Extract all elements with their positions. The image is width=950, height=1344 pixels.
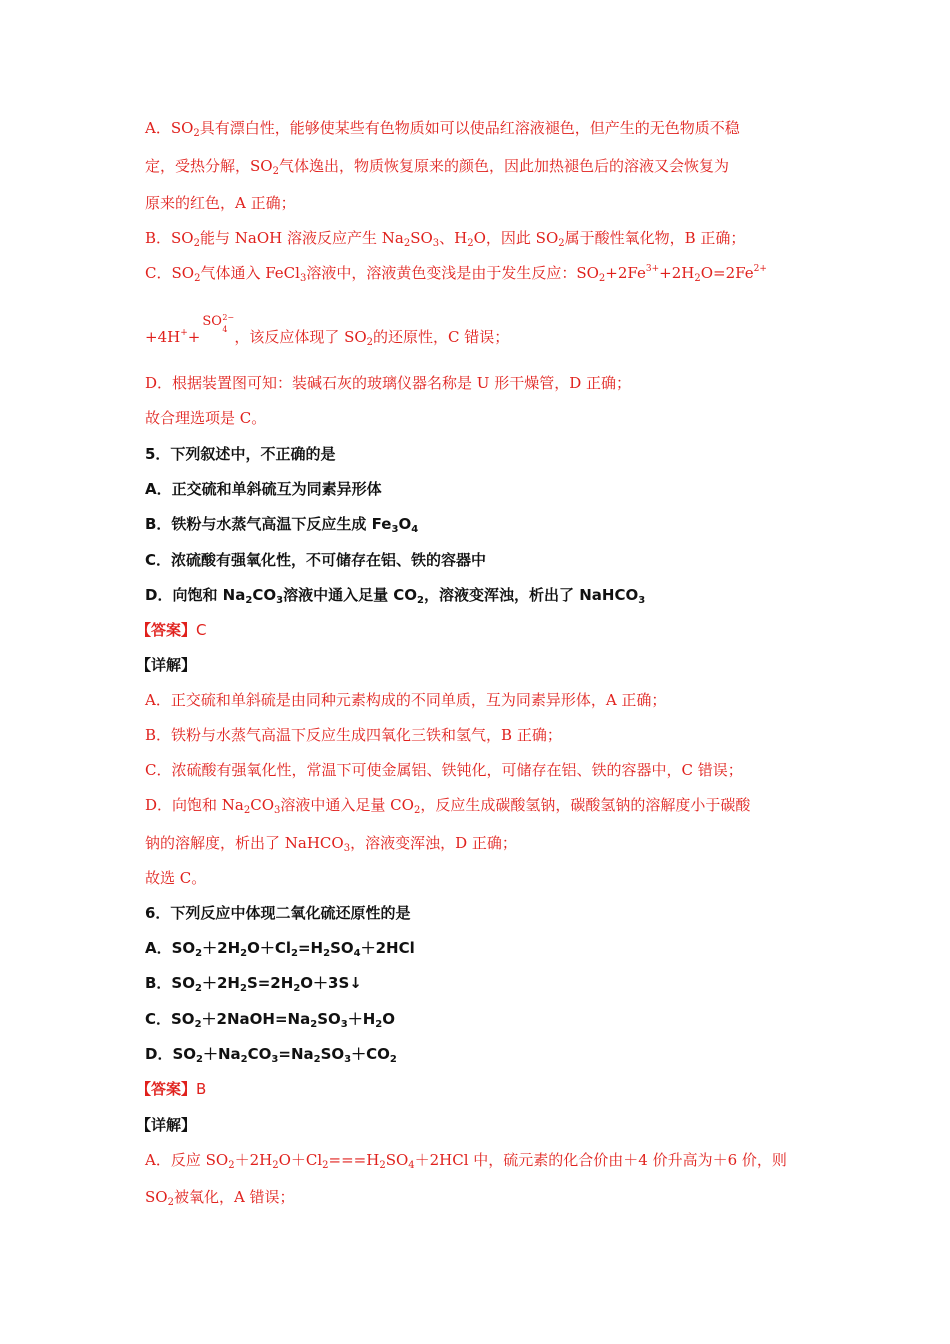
q5-exp-d-line1: D．向饱和 $Na_2CO_3$溶液中通入足量 $CO_2$，反应生成碳酸氢钠，碳酸氢钠的溶解度小于碳酸 [145,796,751,816]
q6-stem: 6．下列反应中体现二氧化硫还原性的是 [145,904,411,922]
q6-option-b: B．$SO_2+2H_2S=2H_2O+3S↓$ [145,974,362,994]
q5-conclusion: 故选 C。 [145,869,207,887]
q6-option-a: A．$SO_2+2H_2O+Cl_2=H_2SO_4+2HCl$ [145,939,415,959]
q5-exp-d-line2: 钠的溶解度，析出了 NaHCO$_3$，溶液变浑浊，D 正确； [145,834,517,854]
q5-exp-b: B．铁粉与水蒸气高温下反应生成四氧化三铁和氢气，B 正确； [145,726,562,744]
q4-exp-c-line1: C．$SO_2$气体通入 FeCl$_3$溶液中，溶液黄色变浅是由于发生反应：$SO_2+2Fe^{3+}+2H_2O=2Fe^{2+}$ [145,264,767,284]
q5-detail-label: 【详解】 [136,656,197,674]
q4-exp-d: D．根据装置图可知：装碱石灰的玻璃仪器名称是 U 形干燥管，D 正确； [145,374,632,392]
q6-detail-label: 【详解】 [136,1116,197,1134]
q4-exp-a-line2: 定，受热分解，$SO_2$气体逸出，物质恢复原来的颜色，因此加热褪色后的溶液又会恢复为 [145,157,729,177]
q6-option-c: C．$SO_2+2NaOH=Na_2SO_3+H_2O$ [145,1010,396,1030]
q5-option-b: B．铁粉与水蒸气高温下反应生成 $Fe_3O_4$ [145,515,419,535]
q4-exp-a-line1: A．$SO_2$具有漂白性，能够使某些有色物质如可以使品红溶液褪色，但产生的无色物质不稳 [145,119,740,139]
q5-option-a: A．正交硫和单斜硫互为同素异形体 [145,480,382,498]
q4-exp-b: B．$SO_2$能与 NaOH 溶液反应产生 $Na_2SO_3$、$H_2O$，因此 $SO_2$属于酸性氧化物，B 正确； [145,229,746,249]
q4-exp-a-line3: 原来的红色，A 正确； [145,194,296,212]
q4-conclusion: 故合理选项是 C。 [145,409,267,427]
q5-answer: 【答案】C [136,621,207,639]
q5-stem: 5．下列叙述中，不正确的是 [145,445,336,463]
q5-option-d: D．向饱和 $Na_2CO_3$溶液中通入足量 $CO_2$，溶液变浑浊，析出了 NaHCO$_3$ [145,586,646,606]
q5-exp-c: C．浓硫酸有强氧化性，常温下可使金属铝、铁钝化，可储存在铝、铁的容器中，C 错误； [145,761,743,779]
q6-answer: 【答案】B [136,1080,207,1098]
q5-option-c: C．浓硫酸有强氧化性，不可储存在铝、铁的容器中 [145,551,487,569]
q6-exp-a-line1: A．反应 $SO_2+2H_2O+Cl_2===H_2SO_4+2HCl$ 中，硫元素的化合价由＋4 价升高为＋6 价，则 [145,1151,787,1171]
q6-option-d: D．$SO_2+Na_2CO_3=Na_2SO_3+CO_2$ [145,1045,397,1065]
q6-exp-a-line2: $SO_2$被氧化，A 错误； [145,1188,295,1208]
sulfate-ion-formula: SO 2− 4 [202,313,235,334]
q5-exp-a: A．正交硫和单斜硫是由同种元素构成的不同单质，互为同素异形体，A 正确； [145,691,667,709]
q4-exp-c-line2: +4H++ SO 2− 4 ，该反应体现了 $SO_2$的还原性，C 错误； [145,313,510,348]
